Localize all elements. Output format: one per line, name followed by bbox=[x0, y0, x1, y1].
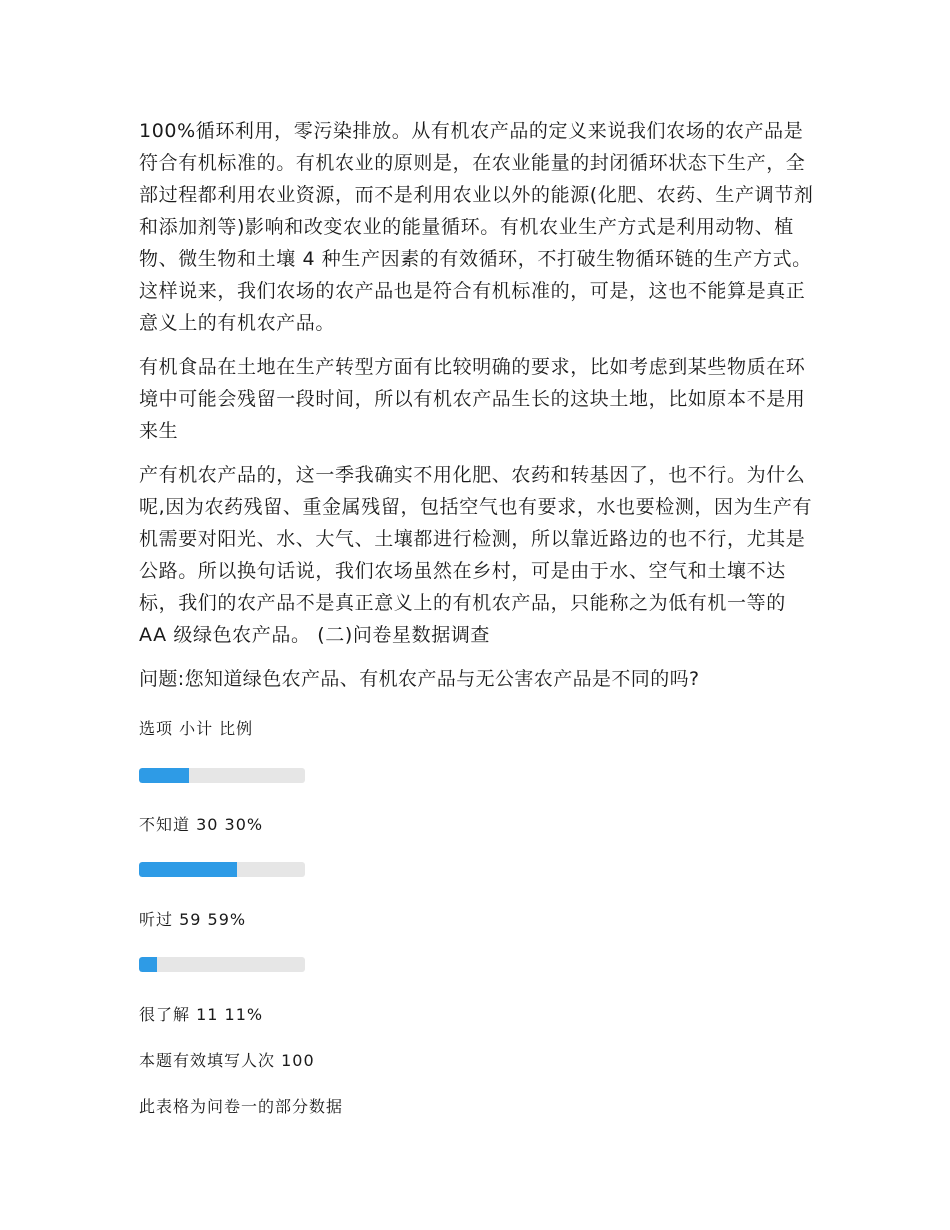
option-label: 不知道 30 30% bbox=[139, 815, 264, 834]
survey-option bbox=[139, 768, 819, 837]
survey-option bbox=[139, 862, 819, 932]
progress-bar-fill bbox=[139, 957, 157, 972]
survey-question: 问题:您知道绿色农产品、有机农产品与无公害农产品是不同的吗? bbox=[139, 668, 700, 690]
survey-options bbox=[139, 768, 819, 1027]
progress-bar-fill bbox=[139, 768, 189, 783]
paragraph-2: 有机食品在土地在生产转型方面有比较明确的要求，比如考虑到某些物质在环境中可能会残留一段时间，所以有机农产品生长的这块土地，比如原本不是用来生 bbox=[139, 356, 806, 442]
survey-header: 选项 小计 比例 bbox=[139, 719, 254, 738]
progress-bar bbox=[139, 768, 305, 783]
option-label: 听过 59 59% bbox=[139, 910, 247, 929]
paragraph-3: 产有机农产品的，这一季我确实不用化肥、农药和转基因了，也不行。为什么呢,因为农药残留、重金属残留，包括空气也有要求，水也要检测，因为生产有机需要对阳光、水、大气、土壤都进行检测，所以靠近路边的也不行，尤其是公路。所以换句话说，我们农场虽然在乡村，可是由于水、空气和土壤不达标，我们的农产品不是真正意义上的有机农产品，只能称之为低有机一等的 AA 级绿色农产品。 (二)问卷星数据调查 bbox=[139, 464, 813, 646]
progress-bar bbox=[139, 862, 305, 877]
progress-bar bbox=[139, 957, 305, 972]
option-label: 很了解 11 11% bbox=[139, 1005, 264, 1024]
progress-bar-fill bbox=[139, 862, 237, 877]
table-note: 此表格为问卷一的部分数据 bbox=[139, 1097, 344, 1116]
valid-count: 本题有效填写人次 100 bbox=[139, 1051, 315, 1070]
document-page bbox=[139, 115, 819, 1119]
paragraph-1: 100%循环利用，零污染排放。从有机农产品的定义来说我们农场的农产品是符合有机标准的。有机农业的原则是，在农业能量的封闭循环状态下生产，全部过程都利用农业资源，而不是利用农业以外的能源(化肥、农药、生产调节剂和添加剂等)影响和改变农业的能量循环。有机农业生产方式是利用动物、植物、微生物和土壤 4 种生产因素的有效循环，不打破生物循环链的生产方式。这样说来，我们农场的农产品也是符合有机标准的，可是，这也不能算是真正意义上的有机农产品。 bbox=[139, 120, 814, 334]
survey-option bbox=[139, 957, 819, 1027]
